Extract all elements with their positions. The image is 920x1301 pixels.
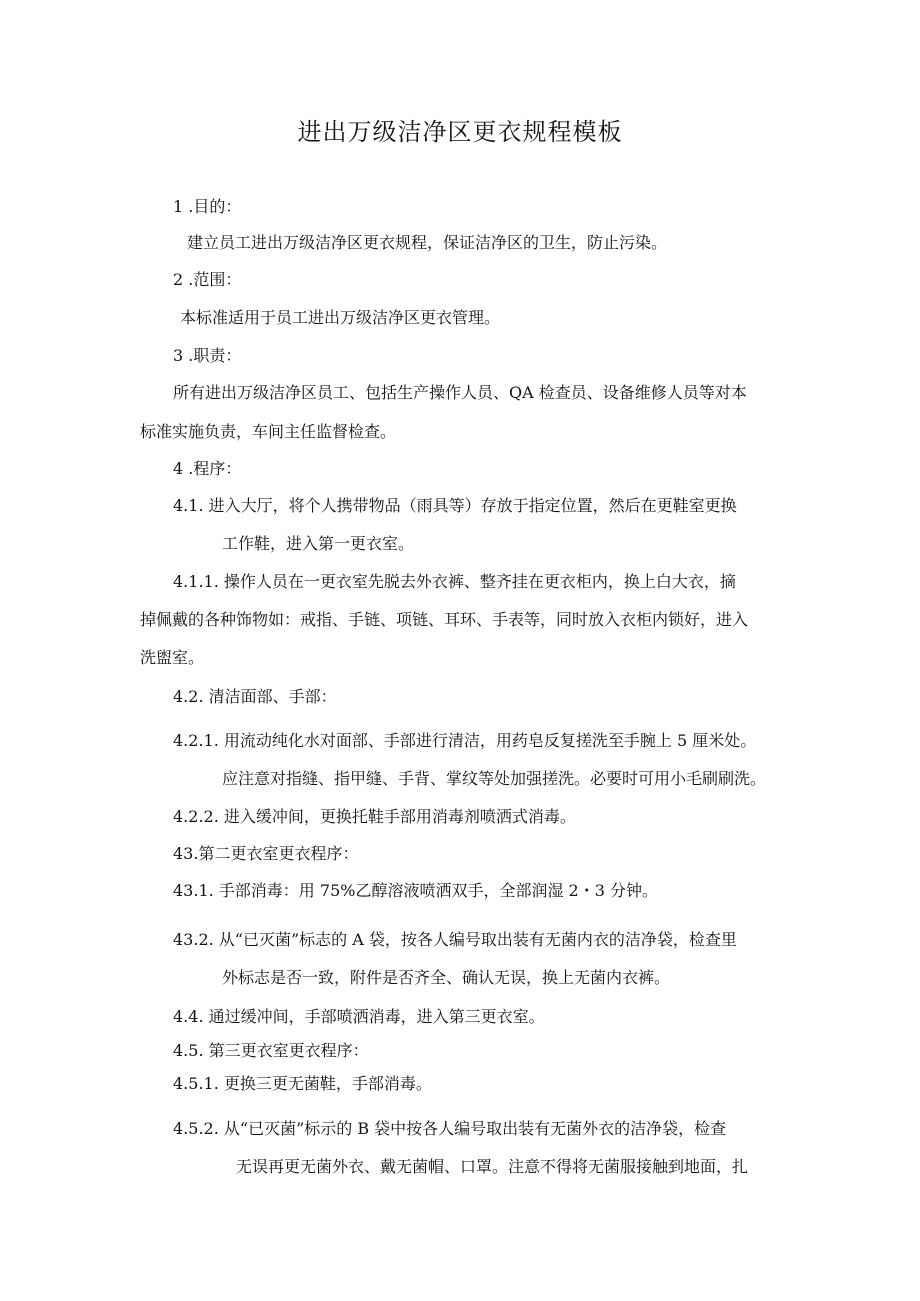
- clause-4-3-1: 43.1. 手部消毒：用 75%乙醇溶液喷洒双手，全部润湿 2・3 分钟。: [173, 881, 658, 900]
- clause-4-2-2: 4.2.2. 进入缓冲间，更换托鞋手部用消毒剂喷洒式消毒。: [173, 807, 576, 826]
- paragraph-line: 标准实施负责，车间主任监督检查。: [140, 422, 397, 441]
- clause-continuation: 无误再更无菌外衣、戴无菌帽、口罩。注意不得将无菌服接触到地面，扎: [236, 1157, 749, 1176]
- clause-4-1-1: 4.1.1. 操作人员在一更衣室先脱去外衣裤、整齐挂在更衣柜内，换上白大衣，摘: [173, 572, 736, 591]
- clause-4-2: 4.2. 清洁面部、手部：: [173, 687, 337, 706]
- paragraph-line: 本标准适用于员工进出万级洁净区更衣管理。: [180, 308, 501, 327]
- clause-4-4: 4.4. 通过缓冲间，手部喷洒消毒，进入第三更衣室。: [173, 1007, 545, 1026]
- clause-continuation: 工作鞋，进入第一更衣室。: [222, 534, 415, 553]
- clause-4-3-2: 43.2. 从“已灭菌”标志的 A 袋，按各人编号取出装有无菌内衣的洁净袋，检查里: [173, 930, 737, 949]
- section-heading: 1 .目的：: [173, 197, 242, 216]
- section-heading: 2 .范围：: [173, 270, 242, 289]
- clause-4-3: 43.第二更衣室更衣程序：: [173, 844, 359, 863]
- clause-4-5-1: 4.5.1. 更换三更无菌鞋，手部消毒。: [173, 1074, 432, 1093]
- clause-4-2-1: 4.2.1. 用流动纯化水对面部、手部进行清洁，用药皂反复搓洗至手腕上 5 厘米处。: [173, 731, 757, 750]
- clause-4-1: 4.1. 进入大厅，将个人携带物品（雨具等）存放于指定位置，然后在更鞋室更换: [173, 496, 737, 515]
- clause-4-5-2: 4.5.2. 从“已灭菌”标示的 B 袋中按各人编号取出装有无菌外衣的洁净袋，检查: [173, 1119, 727, 1138]
- clause-4-5: 4.5. 第三更衣室更衣程序：: [173, 1041, 369, 1060]
- paragraph-line: 所有进出万级洁净区员工、包括生产操作人员、QA 检查员、设备维修人员等对本: [173, 383, 747, 402]
- section-heading: 4 .程序：: [173, 459, 242, 478]
- clause-continuation: 掉佩戴的各种饰物如：戒指、手链、项链、耳环、手表等，同时放入衣柜内锁好，进入: [140, 610, 749, 629]
- paragraph-line: 建立员工进出万级洁净区更衣规程，保证洁净区的卫生，防止污染。: [187, 233, 668, 252]
- page-title: 进出万级洁净区更衣规程模板: [297, 118, 623, 146]
- section-heading: 3 .职责：: [173, 346, 242, 365]
- clause-continuation: 外标志是否一致，附件是否齐全、确认无误，换上无菌内衣裤。: [222, 968, 671, 987]
- clause-continuation: 应注意对指缝、指甲缝、手背、掌纹等处加强搓洗。必要时可用小毛刷刷洗。: [222, 769, 767, 788]
- clause-continuation: 洗盥室。: [140, 648, 205, 667]
